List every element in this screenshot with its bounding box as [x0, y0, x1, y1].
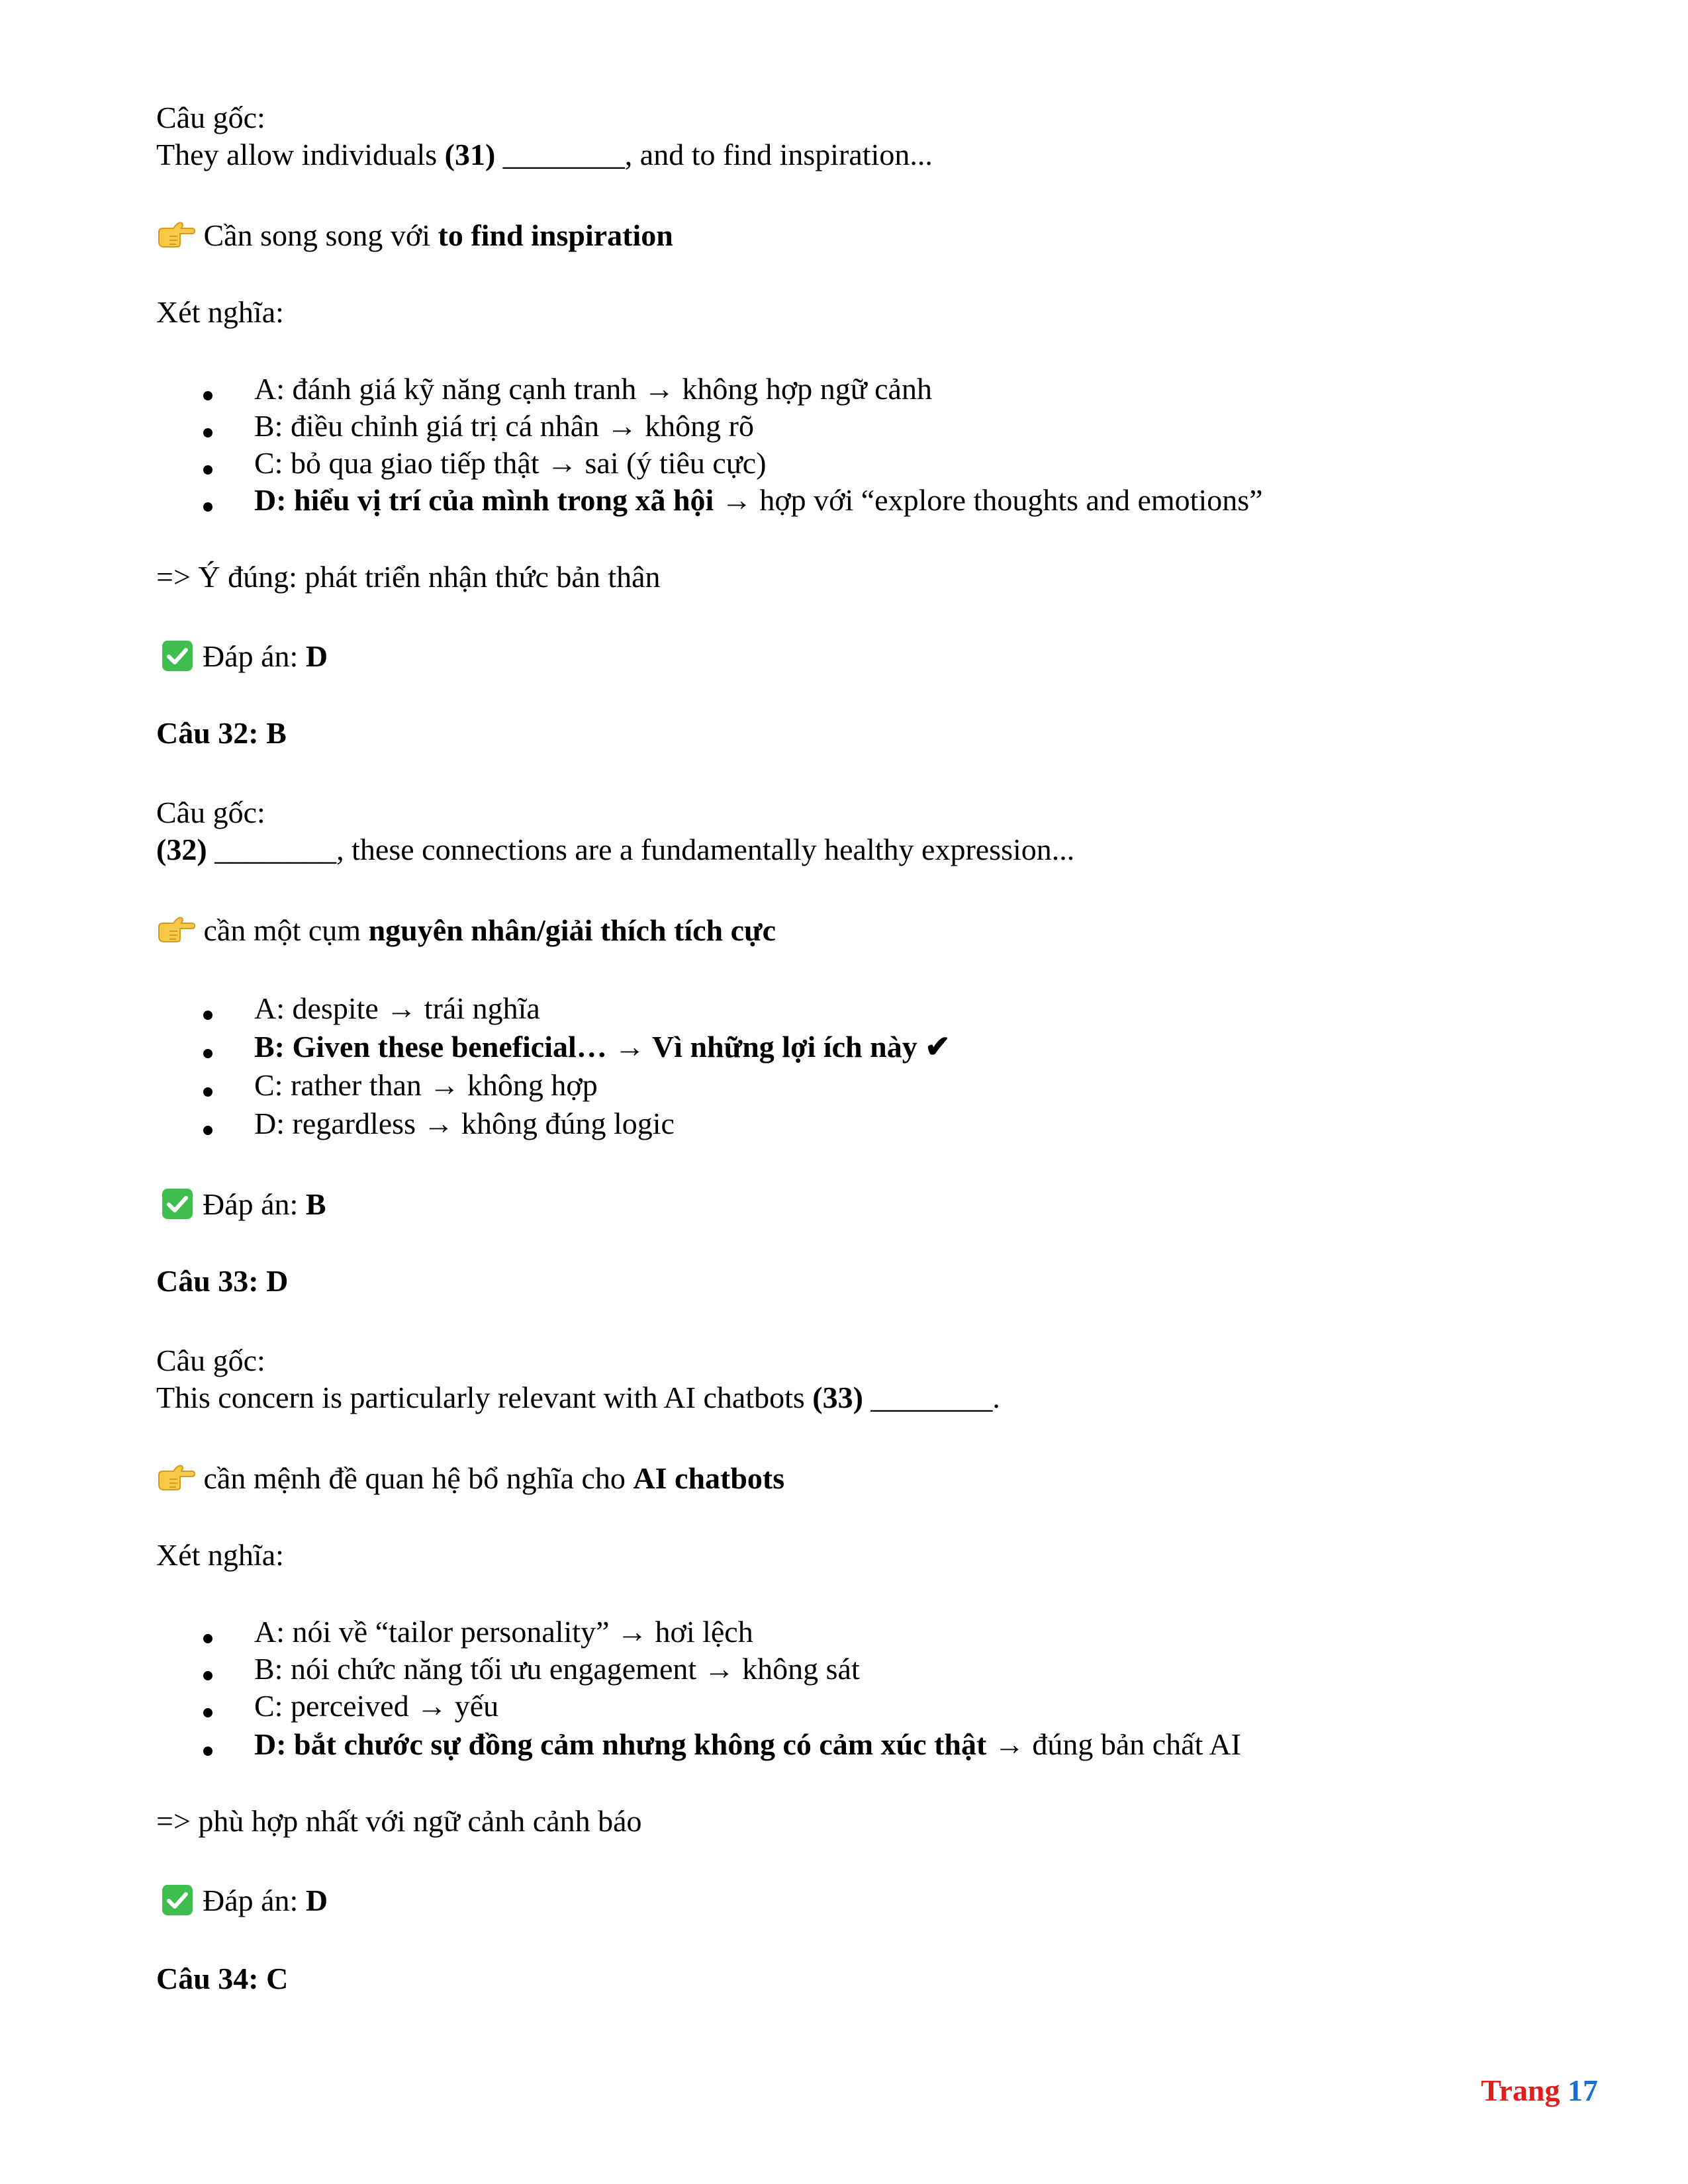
q33-xet-label: Xét nghĩa:: [156, 1538, 284, 1572]
q31-conclusion: => Ý đúng: phát triển nhận thức bản thân: [156, 560, 661, 594]
q31-sentence: They allow individuals (31) ________, and to find inspiration...: [156, 138, 933, 171]
q33-heading: Câu 33: D: [156, 1264, 289, 1298]
bullet-dot: [203, 465, 212, 475]
pointing-right-icon: [156, 914, 196, 946]
q32-hint: cần một cụm nguyên nhân/giải thích tích cực: [156, 912, 776, 949]
q32-option-c: C: rather than → không hợp: [254, 1068, 598, 1102]
q32-sentence: (32) ________, these connections are a fundamentally healthy expression...: [156, 833, 1075, 866]
bullet-dot: [203, 1708, 212, 1717]
bullet-dot: [203, 1011, 212, 1020]
q32-option-a: A: despite → trái nghĩa: [254, 991, 540, 1025]
bullet-dot: [203, 428, 212, 437]
q32-goc-label: Câu gốc:: [156, 796, 265, 829]
q31-hint: Cần song song với to find inspiration: [156, 217, 673, 254]
page-footer: [1481, 2073, 1598, 2108]
q33-option-a: A: nói về “tailor personality” → hơi lệch: [254, 1615, 753, 1649]
q31-xet-label: Xét nghĩa:: [156, 295, 284, 329]
bullet-dot: [203, 1671, 212, 1680]
page-number: 17: [1568, 2073, 1598, 2107]
bullet-dot: [203, 502, 212, 512]
q33-option-b: B: nói chức năng tối ưu engagement → không sát: [254, 1652, 860, 1686]
q33-hint: cần mệnh đề quan hệ bổ nghĩa cho AI chatbots: [156, 1460, 784, 1497]
bullet-dot: [203, 391, 212, 400]
q31-answer: Đáp án: D: [156, 638, 328, 675]
pointing-right-icon: [156, 219, 196, 251]
q31-option-c: C: bỏ qua giao tiếp thật → sai (ý tiêu cực): [254, 446, 767, 480]
q32-option-d: D: regardless → không đúng logic: [254, 1107, 675, 1140]
q33-goc-label: Câu gốc:: [156, 1343, 265, 1377]
bullet-dot: [203, 1087, 212, 1097]
q31-option-a: A: đánh giá kỹ năng cạnh tranh → không hợp ngữ cảnh: [254, 372, 932, 406]
q33-conclusion: => phù hợp nhất với ngữ cảnh cảnh báo: [156, 1804, 642, 1838]
q31-goc-label: Câu gốc:: [156, 101, 265, 134]
check-mark-icon: [162, 1188, 193, 1220]
bullet-dot: [203, 1126, 212, 1135]
bullet-dot: [203, 1049, 212, 1058]
q32-heading: Câu 32: B: [156, 716, 287, 750]
q33-option-d: D: bắt chước sự đồng cảm nhưng không có cảm xúc thật → đúng bản chất AI: [254, 1727, 1241, 1761]
q33-option-c: C: perceived → yếu: [254, 1689, 499, 1723]
check-mark-icon: [162, 1884, 193, 1916]
pointing-right-icon: [156, 1462, 196, 1494]
q31-option-d: D: hiểu vị trí của mình trong xã hội → hợp với “explore thoughts and emotions”: [254, 483, 1263, 517]
footer-trang-label: Trang: [1481, 2073, 1568, 2107]
q33-answer: Đáp án: D: [156, 1882, 328, 1919]
q32-answer: Đáp án: B: [156, 1186, 326, 1223]
check-mark-icon: [162, 640, 193, 672]
bullet-dot: [203, 1634, 212, 1643]
bullet-dot: [203, 1747, 212, 1756]
q34-heading: Câu 34: C: [156, 1962, 289, 1995]
q32-option-b: B: Given these beneficial… → Vì những lợi ích này ✔: [254, 1030, 951, 1064]
q33-sentence: This concern is particularly relevant with AI chatbots (33) ________.: [156, 1381, 1000, 1414]
q31-option-b: B: điều chỉnh giá trị cá nhân → không rõ: [254, 409, 755, 443]
